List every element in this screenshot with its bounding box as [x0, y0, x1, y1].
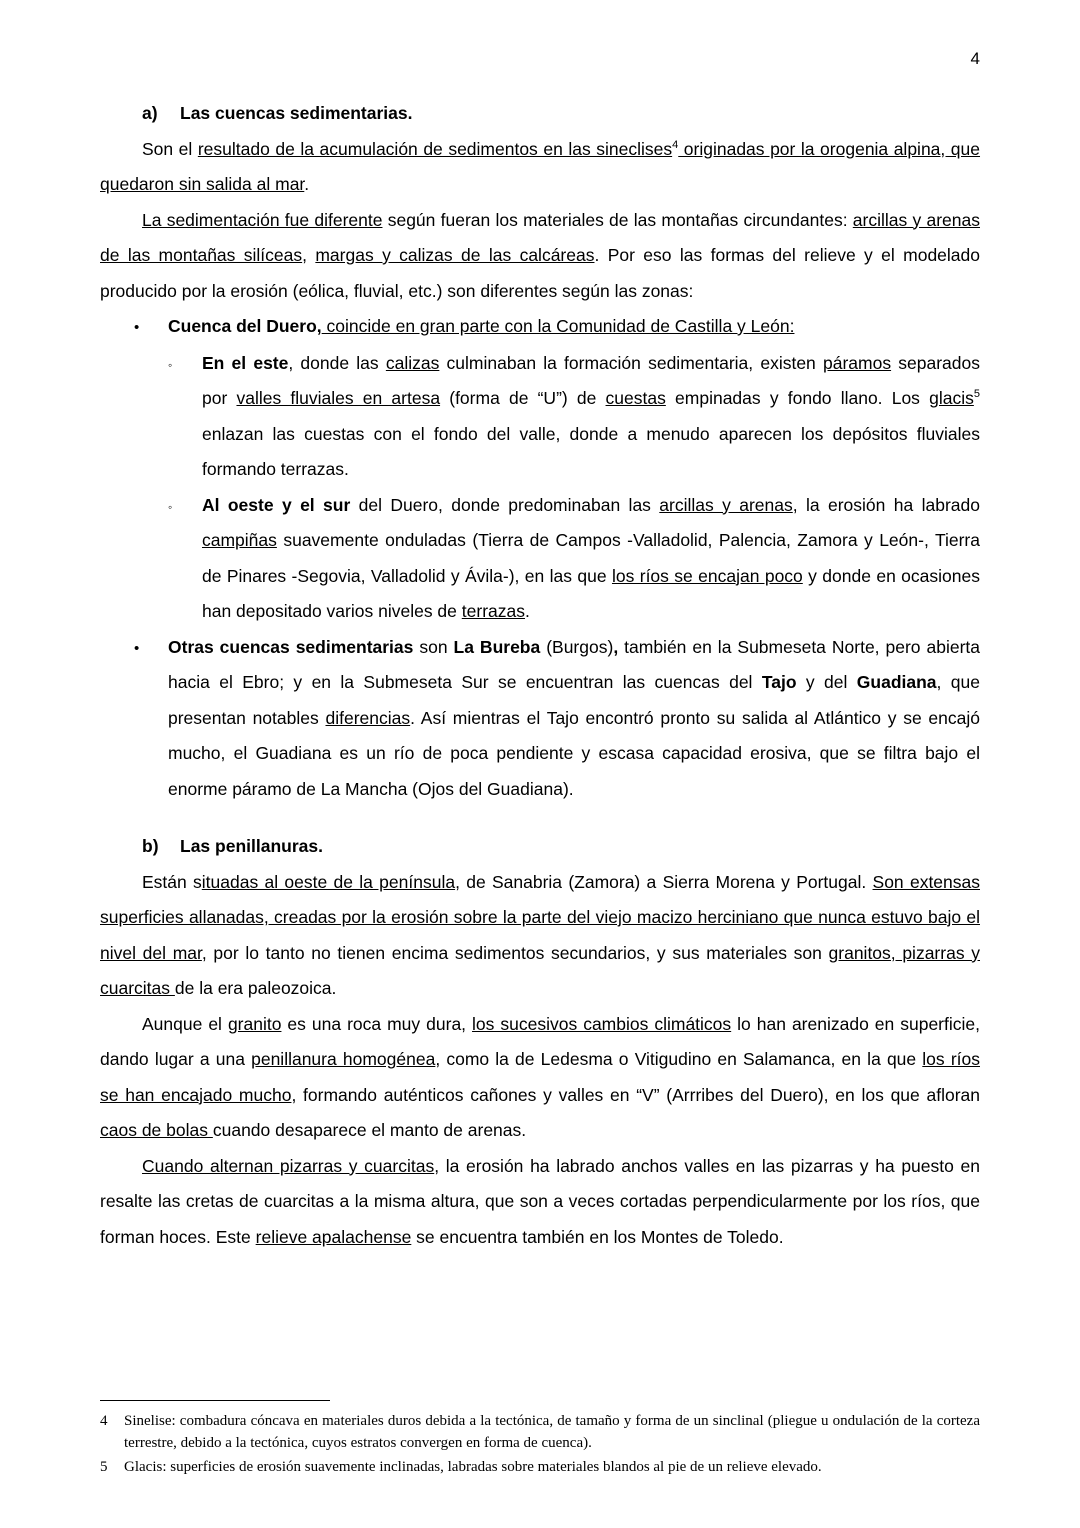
- footnote-5: [100, 1456, 980, 1478]
- text-run: , la erosión ha labrado: [792, 494, 980, 515]
- text-run: también en la Submeseta Norte, pero abierta hacia el Ebro; y en la Submeseta Sur se encuentran las cuencas del: [168, 636, 981, 692]
- text-run: separados por: [202, 352, 980, 408]
- bullet-marker-icon: •: [134, 639, 140, 657]
- text-run: son: [413, 636, 454, 657]
- underlined-run: granitos, pizarras y cuarcitas: [100, 942, 980, 998]
- subbullet-en-el-este: [168, 346, 980, 488]
- underlined-run: arcillas y arenas: [659, 494, 793, 515]
- subbullet-text: [202, 346, 980, 488]
- bold-run: Al oeste y el sur: [202, 494, 351, 515]
- subbullet-marker-icon: ◦: [168, 357, 173, 372]
- footnote-ref-5: 5: [973, 388, 980, 401]
- underlined-run: relieve apalachense: [255, 1226, 412, 1247]
- text-run: (forma de “U”) de: [440, 388, 606, 408]
- bold-run: La Bureba: [453, 636, 541, 657]
- underlined-run: los sucesivos cambios climáticos: [472, 1013, 732, 1034]
- bullet-text: [168, 309, 980, 345]
- subbullet-text: [202, 488, 980, 630]
- footnote-separator: [100, 1400, 330, 1401]
- underlined-run: ituadas al oeste de la península: [201, 871, 456, 892]
- underlined-run: La sedimentación fue diferente: [142, 209, 383, 230]
- text-run: Están s: [142, 871, 202, 892]
- bold-run: ,: [613, 636, 619, 657]
- bold-run: Cuenca del Duero,: [168, 316, 322, 336]
- text-run: , donde las: [288, 352, 386, 373]
- underlined-run: los ríos se encajan poco: [611, 565, 803, 586]
- subbullet-al-oeste-y-sur: [168, 488, 980, 630]
- section-title-a: Las cuencas sedimentarias.: [180, 103, 413, 123]
- footnote-ref-4: 4: [672, 138, 679, 151]
- bold-run: Guadiana: [856, 672, 937, 692]
- bullet-cuenca-duero: [134, 309, 980, 346]
- footnote-number: 5: [100, 1459, 108, 1475]
- text-run: y donde en ocasiones han depositado varios niveles de: [202, 565, 980, 621]
- underlined-run: penillanura homogénea: [251, 1049, 436, 1069]
- underlined-run: campiñas: [202, 530, 277, 550]
- text-run: .: [524, 601, 530, 621]
- underlined-run: páramos: [822, 352, 892, 373]
- underlined-run: terrazas: [461, 601, 525, 621]
- bold-run: En el este: [202, 352, 289, 373]
- underlined-run: arcillas y arenas de las montañas silíceas: [100, 209, 980, 265]
- text-run: Aunque el: [142, 1013, 228, 1034]
- underlined-run: los ríos se han encajado mucho: [100, 1049, 980, 1105]
- text-run: .: [304, 174, 310, 194]
- bullet-text: [168, 630, 980, 808]
- text-run: suavemente onduladas (Tierra de Campos -Valladolid, Palencia, Zamora y León-, Tierra de Pinares -Segovia, Valladolid y Ávila-), en las que: [202, 530, 980, 586]
- underlined-run: cuestas: [605, 388, 666, 408]
- paragraph-sineclises: [100, 132, 980, 203]
- underlined-run: Son extensas superficies allanadas, creadas por la erosión sobre la parte del viejo macizo herciniano que nunca estuvo bajo el nivel del mar: [100, 871, 980, 963]
- text-run: lo han arenizado en superficie, dando lugar a una: [100, 1013, 980, 1069]
- text-run: es una roca muy dura,: [281, 1013, 473, 1034]
- paragraph-sedimentacion: [100, 203, 980, 310]
- text-run: Son el: [142, 138, 198, 159]
- footnote-number: 4: [100, 1413, 108, 1429]
- underlined-run: resultado de la acumulación de sedimentos en las sineclises: [197, 138, 673, 159]
- text-run: culminaban la formación sedimentaria, existen: [439, 352, 823, 373]
- text-run: , como la de Ledesma o Vitigudino en Salamanca, en la que: [435, 1049, 923, 1069]
- subbullet-marker-icon: ◦: [168, 499, 173, 514]
- underlined-run: caos de bolas: [100, 1120, 213, 1140]
- text-run: y del: [796, 672, 857, 692]
- text-run: , formando auténticos cañones y valles en “V” (Arrribes del Duero), en los que afloran: [291, 1084, 981, 1105]
- underlined-run: margas y calizas de las calcáreas: [315, 245, 595, 265]
- paragraph-penillanuras-1: [100, 865, 980, 1007]
- text-run: se encuentra también en los Montes de Toledo.: [411, 1226, 784, 1247]
- section-title-b: Las penillanuras.: [180, 836, 323, 856]
- underlined-run: glacis: [929, 388, 974, 408]
- text-run: según fueran los materiales de las montañas circundantes:: [382, 209, 853, 230]
- text-run: de la era paleozoica.: [174, 978, 337, 998]
- footnote-text: Sinelise: combadura cóncava en materiales duros debida a la tectónica, de tamaño y forma de un sinclinal (pliegue u ondulación de la corteza terrestre, debido a la tectónica, cuyos estratos convergen en forma de cuenca).: [124, 1413, 980, 1451]
- text-run: . Por eso las formas del relieve y el modelado producido por la erosión (eólica, fluvial, etc.) son diferentes según las zonas:: [100, 245, 981, 301]
- document-body: [100, 96, 980, 1255]
- text-run: enlazan las cuestas con el fondo del valle, donde a menudo aparecen los depósitos fluviales formando terrazas.: [202, 423, 980, 479]
- bullet-marker-icon: •: [134, 319, 140, 336]
- section-heading-b: [142, 829, 980, 865]
- footnote-4: [100, 1410, 980, 1454]
- text-run: , de Sanabria (Zamora) a Sierra Morena y Portugal.: [455, 871, 873, 892]
- underlined-run: granito: [227, 1013, 282, 1034]
- text-run: (Burgos): [540, 636, 614, 657]
- text-run: . Así mientras el Tajo encontró pronto su salida al Atlántico y se encajó mucho, el Guadiana es un río de poca pendiente y escasa capacidad erosiva, que se filtra bajo el enorme páramo de La Mancha (Ojos del Guadiana).: [168, 707, 981, 799]
- underlined-run: Cuando alternan pizarras y cuarcitas: [142, 1155, 435, 1176]
- section-marker-a: a): [142, 103, 158, 123]
- text-run: del Duero, donde predominaban las: [350, 494, 660, 515]
- page-number: 4: [970, 49, 980, 68]
- footnote-text: Glacis: superficies de erosión suavemente inclinadas, labradas sobre materiales blandos al pie de un relieve elevado.: [124, 1459, 822, 1475]
- bold-run: Otras cuencas sedimentarias: [168, 636, 414, 657]
- underlined-run: valles fluviales en artesa: [236, 388, 441, 408]
- underlined-run: coincide en gran parte con la Comunidad de Castilla y León:: [321, 316, 795, 336]
- bold-run: Tajo: [761, 672, 797, 692]
- underlined-run: calizas: [385, 352, 440, 373]
- bullet-otras-cuencas: [134, 630, 980, 808]
- text-run: , la erosión ha labrado anchos valles en las pizarras y ha puesto en resalte las cretas de cuarcitas a la misma altura, que son a veces cortadas perpendicularmente por los ríos, que forman hoces. Este: [100, 1155, 980, 1247]
- text-run: ,: [302, 245, 316, 265]
- text-run: cuando desaparece el manto de arenas.: [212, 1120, 527, 1140]
- paragraph-penillanuras-2: [100, 1007, 980, 1149]
- text-run: , por lo tanto no tienen encima sedimentos secundarios, y sus materiales son: [201, 942, 829, 963]
- underlined-run: diferencias: [325, 707, 411, 728]
- section-heading-a: [142, 96, 980, 132]
- text-run: empinadas y fondo llano. Los: [665, 388, 930, 408]
- underlined-run: originadas por la orogenia alpina, que quedaron sin salida al mar: [100, 138, 981, 194]
- footnotes-area: [100, 1400, 980, 1480]
- section-marker-b: b): [142, 836, 159, 856]
- text-run: , que presentan notables: [168, 672, 980, 728]
- paragraph-penillanuras-3: [100, 1149, 980, 1256]
